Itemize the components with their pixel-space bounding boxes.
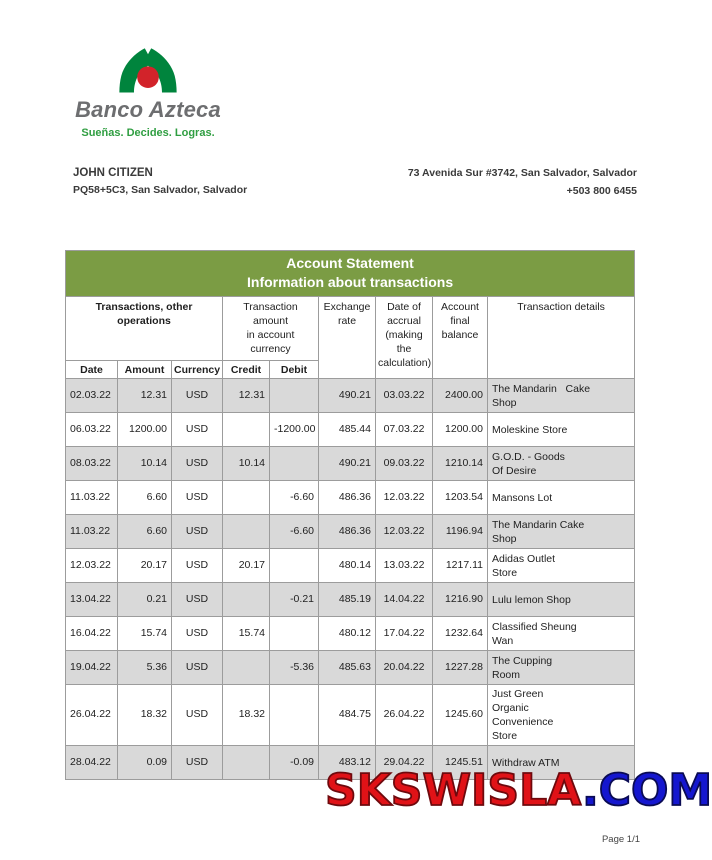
banco-azteca-logo-icon	[116, 46, 180, 95]
brand-name: Banco Azteca	[75, 97, 221, 122]
cell-amount: 0.21	[118, 583, 172, 617]
cell-debit: -6.60	[270, 515, 319, 549]
cell-accrual_date: 13.03.22	[376, 549, 433, 583]
cell-date: 16.04.22	[66, 617, 118, 651]
cell-accrual_date: 09.03.22	[376, 447, 433, 481]
cell-credit	[223, 651, 270, 685]
cell-details: Moleskine Store	[488, 413, 635, 447]
header-debit: Debit	[270, 361, 319, 379]
cell-date: 13.04.22	[66, 583, 118, 617]
cell-debit: -1200.00	[270, 413, 319, 447]
cell-details: Withdraw ATM	[488, 746, 635, 780]
watermark-site-text: SKSWISLA	[325, 765, 582, 816]
cell-amount: 12.31	[118, 379, 172, 413]
page-number: Page 1/1	[601, 834, 640, 845]
cell-accrual_date: 29.04.22	[376, 746, 433, 780]
cell-currency: USD	[172, 447, 223, 481]
cell-debit: -5.36	[270, 651, 319, 685]
cell-accrual_date: 12.03.22	[376, 481, 433, 515]
cell-credit: 18.32	[223, 685, 270, 746]
transaction-row	[66, 583, 635, 617]
cell-details: Lulu lemon Shop	[488, 583, 635, 617]
transaction-row	[66, 413, 635, 447]
cell-debit	[270, 447, 319, 481]
transaction-row	[66, 379, 635, 413]
cell-balance: 1245.60	[433, 685, 488, 746]
transaction-row	[66, 685, 635, 746]
cell-exchange_rate: 485.19	[319, 583, 376, 617]
header-amount-in-currency: Transaction amount in account currency	[223, 297, 319, 361]
customer-name: JOHN CITIZEN	[73, 167, 153, 179]
cell-details: The Mandarin Cake Shop	[488, 515, 635, 549]
cell-debit: -0.21	[270, 583, 319, 617]
cell-accrual_date: 26.04.22	[376, 685, 433, 746]
cell-date: 12.03.22	[66, 549, 118, 583]
cell-amount: 6.60	[118, 481, 172, 515]
cell-balance: 1210.14	[433, 447, 488, 481]
header-date: Date	[66, 361, 118, 379]
cell-credit: 10.14	[223, 447, 270, 481]
table-group-header-row	[66, 297, 635, 361]
customer-address: PQ58+5C3, San Salvador, Salvador	[73, 184, 248, 196]
cell-balance: 1200.00	[433, 413, 488, 447]
cell-date: 11.03.22	[66, 481, 118, 515]
header-amount: Amount	[118, 361, 172, 379]
cell-currency: USD	[172, 651, 223, 685]
cell-accrual_date: 17.04.22	[376, 617, 433, 651]
cell-amount: 18.32	[118, 685, 172, 746]
cell-currency: USD	[172, 583, 223, 617]
cell-date: 02.03.22	[66, 379, 118, 413]
cell-amount: 1200.00	[118, 413, 172, 447]
cell-debit	[270, 685, 319, 746]
cell-details: Just Green Organic Convenience Store	[488, 685, 635, 746]
transaction-row	[66, 481, 635, 515]
cell-details: Adidas Outlet Store	[488, 549, 635, 583]
cell-credit	[223, 746, 270, 780]
transaction-row	[66, 447, 635, 481]
cell-exchange_rate: 483.12	[319, 746, 376, 780]
cell-credit	[223, 413, 270, 447]
cell-credit	[223, 481, 270, 515]
cell-date: 08.03.22	[66, 447, 118, 481]
cell-date: 11.03.22	[66, 515, 118, 549]
cell-accrual_date: 07.03.22	[376, 413, 433, 447]
statement-title-row	[66, 251, 635, 297]
cell-accrual_date: 03.03.22	[376, 379, 433, 413]
bank-address: 73 Avenida Sur #3742, San Salvador, Salvador	[407, 167, 637, 179]
cell-balance: 1232.64	[433, 617, 488, 651]
cell-amount: 10.14	[118, 447, 172, 481]
statement-title: Account Statement	[286, 255, 414, 271]
cell-credit: 20.17	[223, 549, 270, 583]
cell-exchange_rate: 484.75	[319, 685, 376, 746]
cell-credit: 15.74	[223, 617, 270, 651]
statement-title-cell	[66, 251, 635, 297]
cell-accrual_date: 12.03.22	[376, 515, 433, 549]
cell-debit: -0.09	[270, 746, 319, 780]
cell-details: The Mandarin Cake Shop	[488, 379, 635, 413]
header-accrual-date: Date of accrual (making the calculation)	[376, 297, 433, 379]
cell-date: 28.04.22	[66, 746, 118, 780]
info-row	[73, 167, 637, 197]
cell-currency: USD	[172, 515, 223, 549]
transactions-body	[66, 379, 635, 780]
statement-subtitle: Information about transactions	[247, 274, 454, 290]
cell-details: G.O.D. - Goods Of Desire	[488, 447, 635, 481]
header-currency: Currency	[172, 361, 223, 379]
cell-date: 06.03.22	[66, 413, 118, 447]
header-credit: Credit	[223, 361, 270, 379]
cell-currency: USD	[172, 685, 223, 746]
cell-exchange_rate: 486.36	[319, 481, 376, 515]
cell-details: Classified Sheung Wan	[488, 617, 635, 651]
transaction-row	[66, 515, 635, 549]
transaction-row	[66, 651, 635, 685]
cell-currency: USD	[172, 413, 223, 447]
cell-exchange_rate: 485.63	[319, 651, 376, 685]
cell-balance: 1245.51	[433, 746, 488, 780]
transaction-row	[66, 617, 635, 651]
bank-logo	[64, 46, 232, 139]
cell-exchange_rate: 480.14	[319, 549, 376, 583]
cell-accrual_date: 14.04.22	[376, 583, 433, 617]
cell-balance: 1196.94	[433, 515, 488, 549]
cell-date: 19.04.22	[66, 651, 118, 685]
cell-credit	[223, 515, 270, 549]
cell-exchange_rate: 485.44	[319, 413, 376, 447]
customer-info	[73, 167, 247, 197]
bank-contact-info	[408, 167, 637, 197]
cell-credit	[223, 583, 270, 617]
cell-debit	[270, 379, 319, 413]
cell-accrual_date: 20.04.22	[376, 651, 433, 685]
cell-exchange_rate: 490.21	[319, 447, 376, 481]
cell-details: Mansons Lot	[488, 481, 635, 515]
cell-currency: USD	[172, 481, 223, 515]
cell-currency: USD	[172, 549, 223, 583]
bank-phone: +503 800 6455	[566, 185, 637, 197]
cell-exchange_rate: 486.36	[319, 515, 376, 549]
watermark-tld-text: .COM	[581, 765, 712, 816]
cell-balance: 1217.11	[433, 549, 488, 583]
cell-amount: 15.74	[118, 617, 172, 651]
header-final-balance: Account final balance	[433, 297, 488, 379]
cell-balance: 1227.28	[433, 651, 488, 685]
cell-amount: 20.17	[118, 549, 172, 583]
cell-date: 26.04.22	[66, 685, 118, 746]
cell-credit: 12.31	[223, 379, 270, 413]
cell-debit	[270, 617, 319, 651]
header-operations: Transactions, other operations	[66, 297, 223, 361]
cell-currency: USD	[172, 617, 223, 651]
cell-amount: 6.60	[118, 515, 172, 549]
header-exchange-rate: Exchange rate	[319, 297, 376, 379]
brand-tagline: Sueñas. Decides. Logras.	[81, 127, 215, 139]
transaction-row	[66, 549, 635, 583]
cell-currency: USD	[172, 746, 223, 780]
cell-balance: 1216.90	[433, 583, 488, 617]
header-transaction-details: Transaction details	[488, 297, 635, 379]
cell-exchange_rate: 480.12	[319, 617, 376, 651]
cell-details: The Cupping Room	[488, 651, 635, 685]
watermark	[325, 766, 712, 816]
cell-amount: 0.09	[118, 746, 172, 780]
cell-amount: 5.36	[118, 651, 172, 685]
cell-balance: 1203.54	[433, 481, 488, 515]
transactions-table	[65, 250, 635, 780]
cell-balance: 2400.00	[433, 379, 488, 413]
cell-debit	[270, 549, 319, 583]
cell-debit: -6.60	[270, 481, 319, 515]
cell-exchange_rate: 490.21	[319, 379, 376, 413]
cell-currency: USD	[172, 379, 223, 413]
